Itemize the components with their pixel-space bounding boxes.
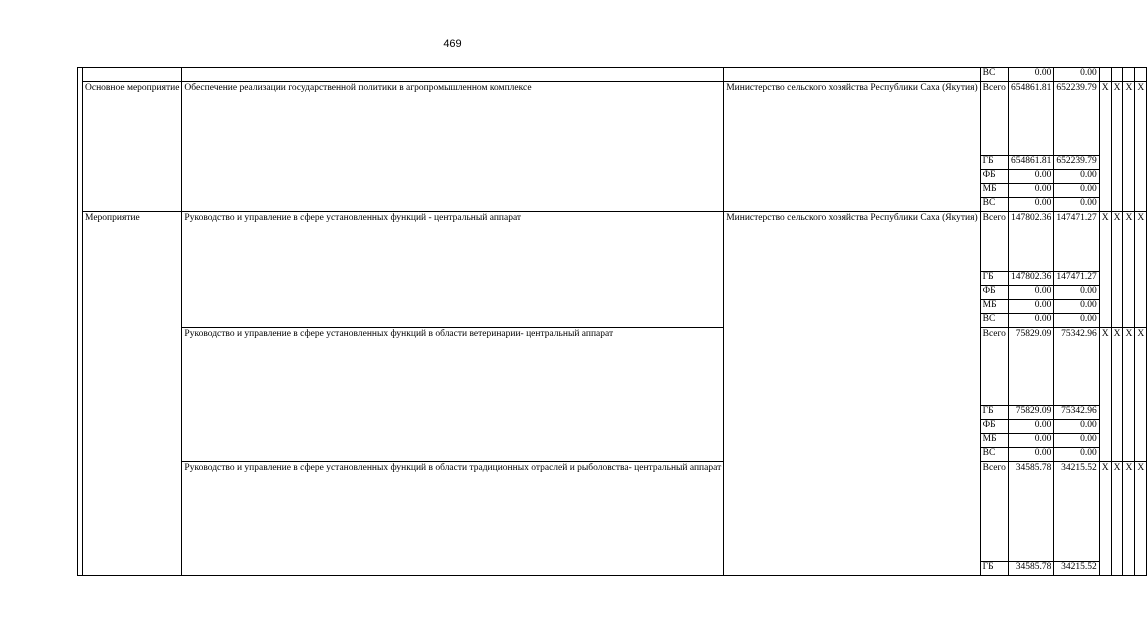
- actual-amount-cell: 0.00: [1054, 314, 1099, 328]
- funding-source-cell: МБ: [980, 184, 1008, 198]
- planned-amount-cell: 0.00: [1008, 68, 1053, 82]
- planned-amount-cell: 34585.78: [1008, 562, 1053, 576]
- executor-cell: Министерство сельского хозяйства Республики Саха (Якутия): [724, 212, 980, 328]
- funding-source-cell: ФБ: [980, 286, 1008, 300]
- mark-cell: X: [1123, 82, 1135, 212]
- activity-name-cell: Руководство и управление в сфере установленных функций в области ветеринарии- центральный аппарат: [182, 328, 724, 462]
- actual-amount-cell: 34215.52: [1054, 562, 1099, 576]
- planned-amount-cell: 0.00: [1008, 434, 1053, 448]
- funding-source-cell: ФБ: [980, 420, 1008, 434]
- executor-cell: [724, 68, 980, 82]
- actual-amount-cell: 0.00: [1054, 300, 1099, 314]
- planned-amount-cell: 0.00: [1008, 286, 1053, 300]
- planned-amount-cell: 75829.09: [1008, 406, 1053, 420]
- executor-cell: Министерство сельского хозяйства Республики Саха (Якутия): [724, 82, 980, 212]
- kind-cell: [83, 328, 182, 462]
- funding-source-cell: ВС: [980, 448, 1008, 462]
- mark-cell: X: [1135, 82, 1147, 212]
- mark-cell: X: [1135, 212, 1147, 328]
- actual-amount-cell: 0.00: [1054, 420, 1099, 434]
- planned-amount-cell: 34585.78: [1008, 462, 1053, 562]
- funding-source-cell: Всего: [980, 82, 1008, 156]
- actual-amount-cell: 0.00: [1054, 198, 1099, 212]
- activity-name-cell: [182, 68, 724, 82]
- kind-cell: Основное мероприятие: [83, 82, 182, 212]
- actual-amount-cell: 652239.79: [1054, 82, 1099, 156]
- planned-amount-cell: 147802.36: [1008, 212, 1053, 272]
- planned-amount-cell: 0.00: [1008, 300, 1053, 314]
- actual-amount-cell: 0.00: [1054, 448, 1099, 462]
- program-table: [77, 67, 1147, 576]
- planned-amount-cell: 0.00: [1008, 448, 1053, 462]
- mark-cell: X: [1111, 462, 1123, 576]
- mark-cell: X: [1099, 212, 1111, 328]
- funding-source-cell: ФБ: [980, 170, 1008, 184]
- mark-cell: X: [1099, 462, 1111, 576]
- page-number: 469: [443, 38, 462, 50]
- mark-cell: X: [1099, 328, 1111, 462]
- actual-amount-cell: 34215.52: [1054, 462, 1099, 562]
- mark-cell: X: [1111, 212, 1123, 328]
- funding-source-cell: ВС: [980, 198, 1008, 212]
- mark-cell: [1099, 68, 1111, 82]
- funding-source-cell: ГБ: [980, 406, 1008, 420]
- table-row: [78, 82, 1147, 156]
- mark-cell: X: [1123, 462, 1135, 576]
- mark-cell: X: [1135, 462, 1147, 576]
- mark-cell: [1135, 68, 1147, 82]
- actual-amount-cell: 0.00: [1054, 68, 1099, 82]
- actual-amount-cell: 0.00: [1054, 286, 1099, 300]
- actual-amount-cell: 75342.96: [1054, 328, 1099, 406]
- actual-amount-cell: 652239.79: [1054, 156, 1099, 170]
- kind-cell: [83, 68, 182, 82]
- planned-amount-cell: 0.00: [1008, 420, 1053, 434]
- kind-cell: [83, 462, 182, 576]
- planned-amount-cell: 654861.81: [1008, 156, 1053, 170]
- funding-source-cell: ГБ: [980, 156, 1008, 170]
- actual-amount-cell: 0.00: [1054, 184, 1099, 198]
- activity-name-cell: Обеспечение реализации государственной политики в агропромышленном комплексе: [182, 82, 724, 212]
- planned-amount-cell: 0.00: [1008, 314, 1053, 328]
- funding-source-cell: ГБ: [980, 562, 1008, 576]
- table-row: [78, 212, 1147, 272]
- funding-source-cell: МБ: [980, 434, 1008, 448]
- activity-name-cell: Руководство и управление в сфере установленных функций - центральный аппарат: [182, 212, 724, 328]
- actual-amount-cell: 147471.27: [1054, 212, 1099, 272]
- mark-cell: [1111, 68, 1123, 82]
- planned-amount-cell: 0.00: [1008, 198, 1053, 212]
- funding-source-cell: МБ: [980, 300, 1008, 314]
- planned-amount-cell: 147802.36: [1008, 272, 1053, 286]
- table-row: [78, 462, 1147, 562]
- mark-cell: X: [1111, 328, 1123, 462]
- table-row: [78, 328, 1147, 406]
- actual-amount-cell: 147471.27: [1054, 272, 1099, 286]
- kind-cell: Мероприятие: [83, 212, 182, 328]
- planned-amount-cell: 75829.09: [1008, 328, 1053, 406]
- executor-cell: [724, 462, 980, 576]
- funding-source-cell: ВС: [980, 68, 1008, 82]
- funding-source-cell: Всего: [980, 462, 1008, 562]
- planned-amount-cell: 0.00: [1008, 184, 1053, 198]
- mark-cell: X: [1123, 212, 1135, 328]
- funding-source-cell: ВС: [980, 314, 1008, 328]
- actual-amount-cell: 0.00: [1054, 170, 1099, 184]
- executor-cell: [724, 328, 980, 462]
- mark-cell: X: [1123, 328, 1135, 462]
- actual-amount-cell: 0.00: [1054, 434, 1099, 448]
- mark-cell: X: [1135, 328, 1147, 462]
- planned-amount-cell: 654861.81: [1008, 82, 1053, 156]
- funding-source-cell: ГБ: [980, 272, 1008, 286]
- actual-amount-cell: 75342.96: [1054, 406, 1099, 420]
- table-row: [78, 68, 1147, 82]
- activity-name-cell: Руководство и управление в сфере установленных функций в области традиционных отраслей и рыболовства- центральный аппарат: [182, 462, 724, 576]
- mark-cell: [1123, 68, 1135, 82]
- funding-source-cell: Всего: [980, 328, 1008, 406]
- planned-amount-cell: 0.00: [1008, 170, 1053, 184]
- funding-source-cell: Всего: [980, 212, 1008, 272]
- mark-cell: X: [1111, 82, 1123, 212]
- mark-cell: X: [1099, 82, 1111, 212]
